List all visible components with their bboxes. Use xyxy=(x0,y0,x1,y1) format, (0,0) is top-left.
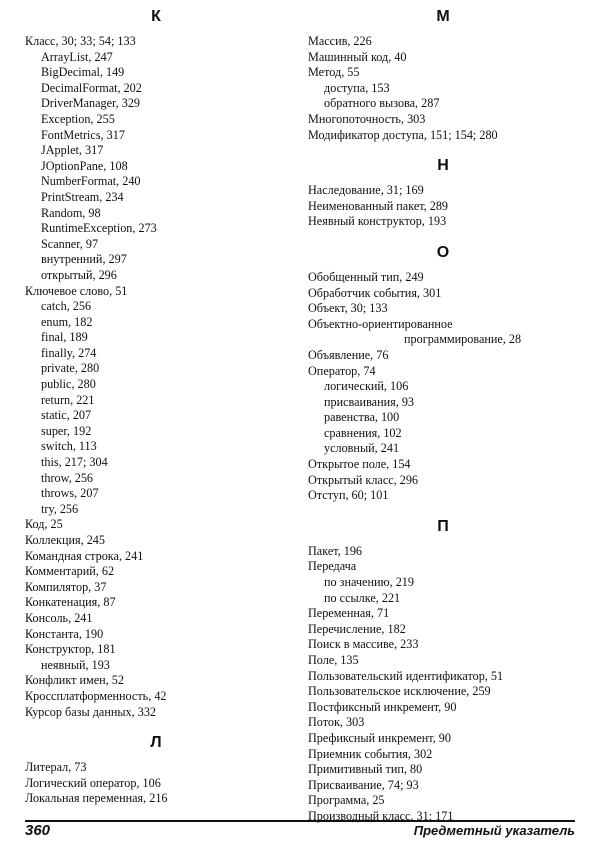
index-subentry: Exception, 255 xyxy=(41,111,115,126)
section-letter: Л xyxy=(150,734,162,752)
index-subentry: throws, 207 xyxy=(41,486,99,501)
section-gap xyxy=(308,230,578,244)
index-entry: Код, 25 xyxy=(25,517,63,532)
index-entry: Конкатенация, 87 xyxy=(25,595,116,610)
index-entry: Поиск в массиве, 233 xyxy=(308,637,419,652)
index-entry: Конструктор, 181 xyxy=(25,642,116,657)
index-entry: Приемник события, 302 xyxy=(308,746,433,761)
index-subentry: finally, 274 xyxy=(41,345,97,360)
index-subentry: PrintStream, 234 xyxy=(41,189,124,204)
index-subentry: try, 256 xyxy=(41,501,79,516)
index-entry: Поток, 303 xyxy=(308,715,365,730)
index-section xyxy=(308,518,578,825)
index-subentry: программирование, 28 xyxy=(404,332,522,347)
index-subentry: JApplet, 317 xyxy=(41,143,104,158)
index-subentry: по значению, 219 xyxy=(324,575,414,590)
index-column-right xyxy=(308,8,578,825)
index-entry: Метод, 55 xyxy=(308,65,360,80)
index-entry: Многопоточность, 303 xyxy=(308,111,426,126)
index-subentry: enum, 182 xyxy=(41,314,93,329)
index-subentry: Random, 98 xyxy=(41,205,101,220)
index-entry: Префиксный инкремент, 90 xyxy=(308,730,451,745)
index-subentry: static, 207 xyxy=(41,408,92,423)
index-entry: Обобщенный тип, 249 xyxy=(308,269,424,284)
index-subentry: return, 221 xyxy=(41,392,95,407)
index-section xyxy=(25,8,287,720)
index-entry: Класс, 30; 33; 54; 133 xyxy=(25,34,136,48)
index-subentry: обратного вызова, 287 xyxy=(324,96,440,111)
section-letter: М xyxy=(436,8,450,25)
index-subentry: открытый, 296 xyxy=(41,267,117,282)
index-subentry: private, 280 xyxy=(41,361,100,376)
index-subentry: равенства, 100 xyxy=(324,410,400,425)
index-entry: Логический оператор, 106 xyxy=(25,775,161,790)
running-title: Предметный указатель xyxy=(413,823,575,838)
index-entry: Объектно-ориентированное xyxy=(308,316,453,331)
index-subentry: доступа, 153 xyxy=(324,80,390,95)
index-entry: Примитивный тип, 80 xyxy=(308,762,423,777)
index-entry: Пользовательское исключение, 259 xyxy=(308,684,491,699)
index-entry: Переменная, 71 xyxy=(308,606,390,621)
section-letter: О xyxy=(436,243,450,261)
index-entry: Пользовательский идентификатор, 51 xyxy=(308,668,504,683)
index-entry: Постфиксный инкремент, 90 xyxy=(308,699,457,714)
index-subentry: Scanner, 97 xyxy=(41,236,99,251)
section-gap xyxy=(308,143,578,157)
footer-rule xyxy=(25,820,575,822)
index-entry: Объект, 30; 133 xyxy=(308,301,388,316)
index-subentry: присваивания, 93 xyxy=(324,394,415,409)
index-entry: Наследование, 31; 169 xyxy=(308,183,424,198)
index-entry: Передача xyxy=(308,559,357,574)
index-subentry: RuntimeException, 273 xyxy=(41,221,157,236)
index-subentry: super, 192 xyxy=(41,423,92,438)
index-entry: Модификатор доступа, 151; 154; 280 xyxy=(308,127,498,142)
index-entry: Константа, 190 xyxy=(25,626,104,641)
index-entry: Конфликт имен, 52 xyxy=(25,673,124,688)
index-section xyxy=(308,8,578,143)
index-entry: Локальная переменная, 216 xyxy=(25,791,168,806)
index-entry: Консоль, 241 xyxy=(25,610,93,625)
index-entry: Обработчик события, 301 xyxy=(308,285,442,300)
index-subentry: логический, 106 xyxy=(324,379,409,394)
section-gap xyxy=(308,504,578,518)
index-entry: Коллекция, 245 xyxy=(25,533,105,547)
index-subentry: catch, 256 xyxy=(41,299,92,314)
index-entry: Командная строка, 241 xyxy=(25,548,144,563)
section-letter: К xyxy=(151,8,161,25)
index-subentry: final, 189 xyxy=(41,330,88,345)
index-entry: Объявление, 76 xyxy=(308,347,389,362)
index-entry: Ключевое слово, 51 xyxy=(25,283,128,298)
index-subentry: JOptionPane, 108 xyxy=(41,158,128,173)
index-subentry: сравнения, 102 xyxy=(324,425,402,440)
index-subentry: DecimalFormat, 202 xyxy=(41,80,142,95)
index-section xyxy=(308,244,578,504)
index-entry: Неявный конструктор, 193 xyxy=(308,214,447,229)
index-subentry: switch, 113 xyxy=(41,439,97,454)
index-entry: Кроссплатформенность, 42 xyxy=(25,688,167,703)
index-entry: Компилятор, 37 xyxy=(25,579,107,594)
index-entry: Производный класс, 31; 171 xyxy=(308,808,454,823)
index-entry: Пакет, 196 xyxy=(308,543,363,558)
index-entry: Программа, 25 xyxy=(308,793,385,808)
index-section xyxy=(25,734,287,807)
index-subentry: ArrayList, 247 xyxy=(41,49,113,64)
index-entry: Открытый класс, 296 xyxy=(308,472,419,487)
index-entry: Комментарий, 62 xyxy=(25,564,115,579)
index-entry: Массив, 226 xyxy=(308,34,372,48)
page-number: 360 xyxy=(25,822,51,839)
index-entry: Неименованный пакет, 289 xyxy=(308,198,449,213)
index-subentry: неявный, 193 xyxy=(41,657,110,672)
index-subentry: throw, 256 xyxy=(41,470,94,485)
section-gap xyxy=(25,720,287,734)
index-subentry: BigDecimal, 149 xyxy=(41,65,125,80)
index-entry: Поле, 135 xyxy=(308,653,359,667)
index-subentry: this, 217; 304 xyxy=(41,455,108,470)
index-entry: Курсор базы данных, 332 xyxy=(25,704,157,719)
index-subentry: public, 280 xyxy=(41,377,96,392)
index-entry: Литерал, 73 xyxy=(25,760,87,775)
index-entry: Машинный код, 40 xyxy=(308,49,407,64)
index-section xyxy=(308,157,578,230)
index-entry: Присваивание, 74; 93 xyxy=(308,777,419,792)
index-entry: Отступ, 60; 101 xyxy=(308,488,389,503)
index-entry: Открытое поле, 154 xyxy=(308,457,411,472)
index-subentry: NumberFormat, 240 xyxy=(41,174,141,189)
index-subentry: DriverManager, 329 xyxy=(41,96,141,111)
section-letter: П xyxy=(437,517,449,535)
index-entry: Оператор, 74 xyxy=(308,363,376,378)
index-subentry: по ссылке, 221 xyxy=(324,590,401,605)
index-subentry: условный, 241 xyxy=(324,441,400,456)
index-subentry: внутренний, 297 xyxy=(41,252,127,267)
index-entry: Перечисление, 182 xyxy=(308,621,406,636)
section-letter: Н xyxy=(437,157,449,175)
index-column-left xyxy=(25,8,287,807)
index-subentry: FontMetrics, 317 xyxy=(41,127,125,142)
